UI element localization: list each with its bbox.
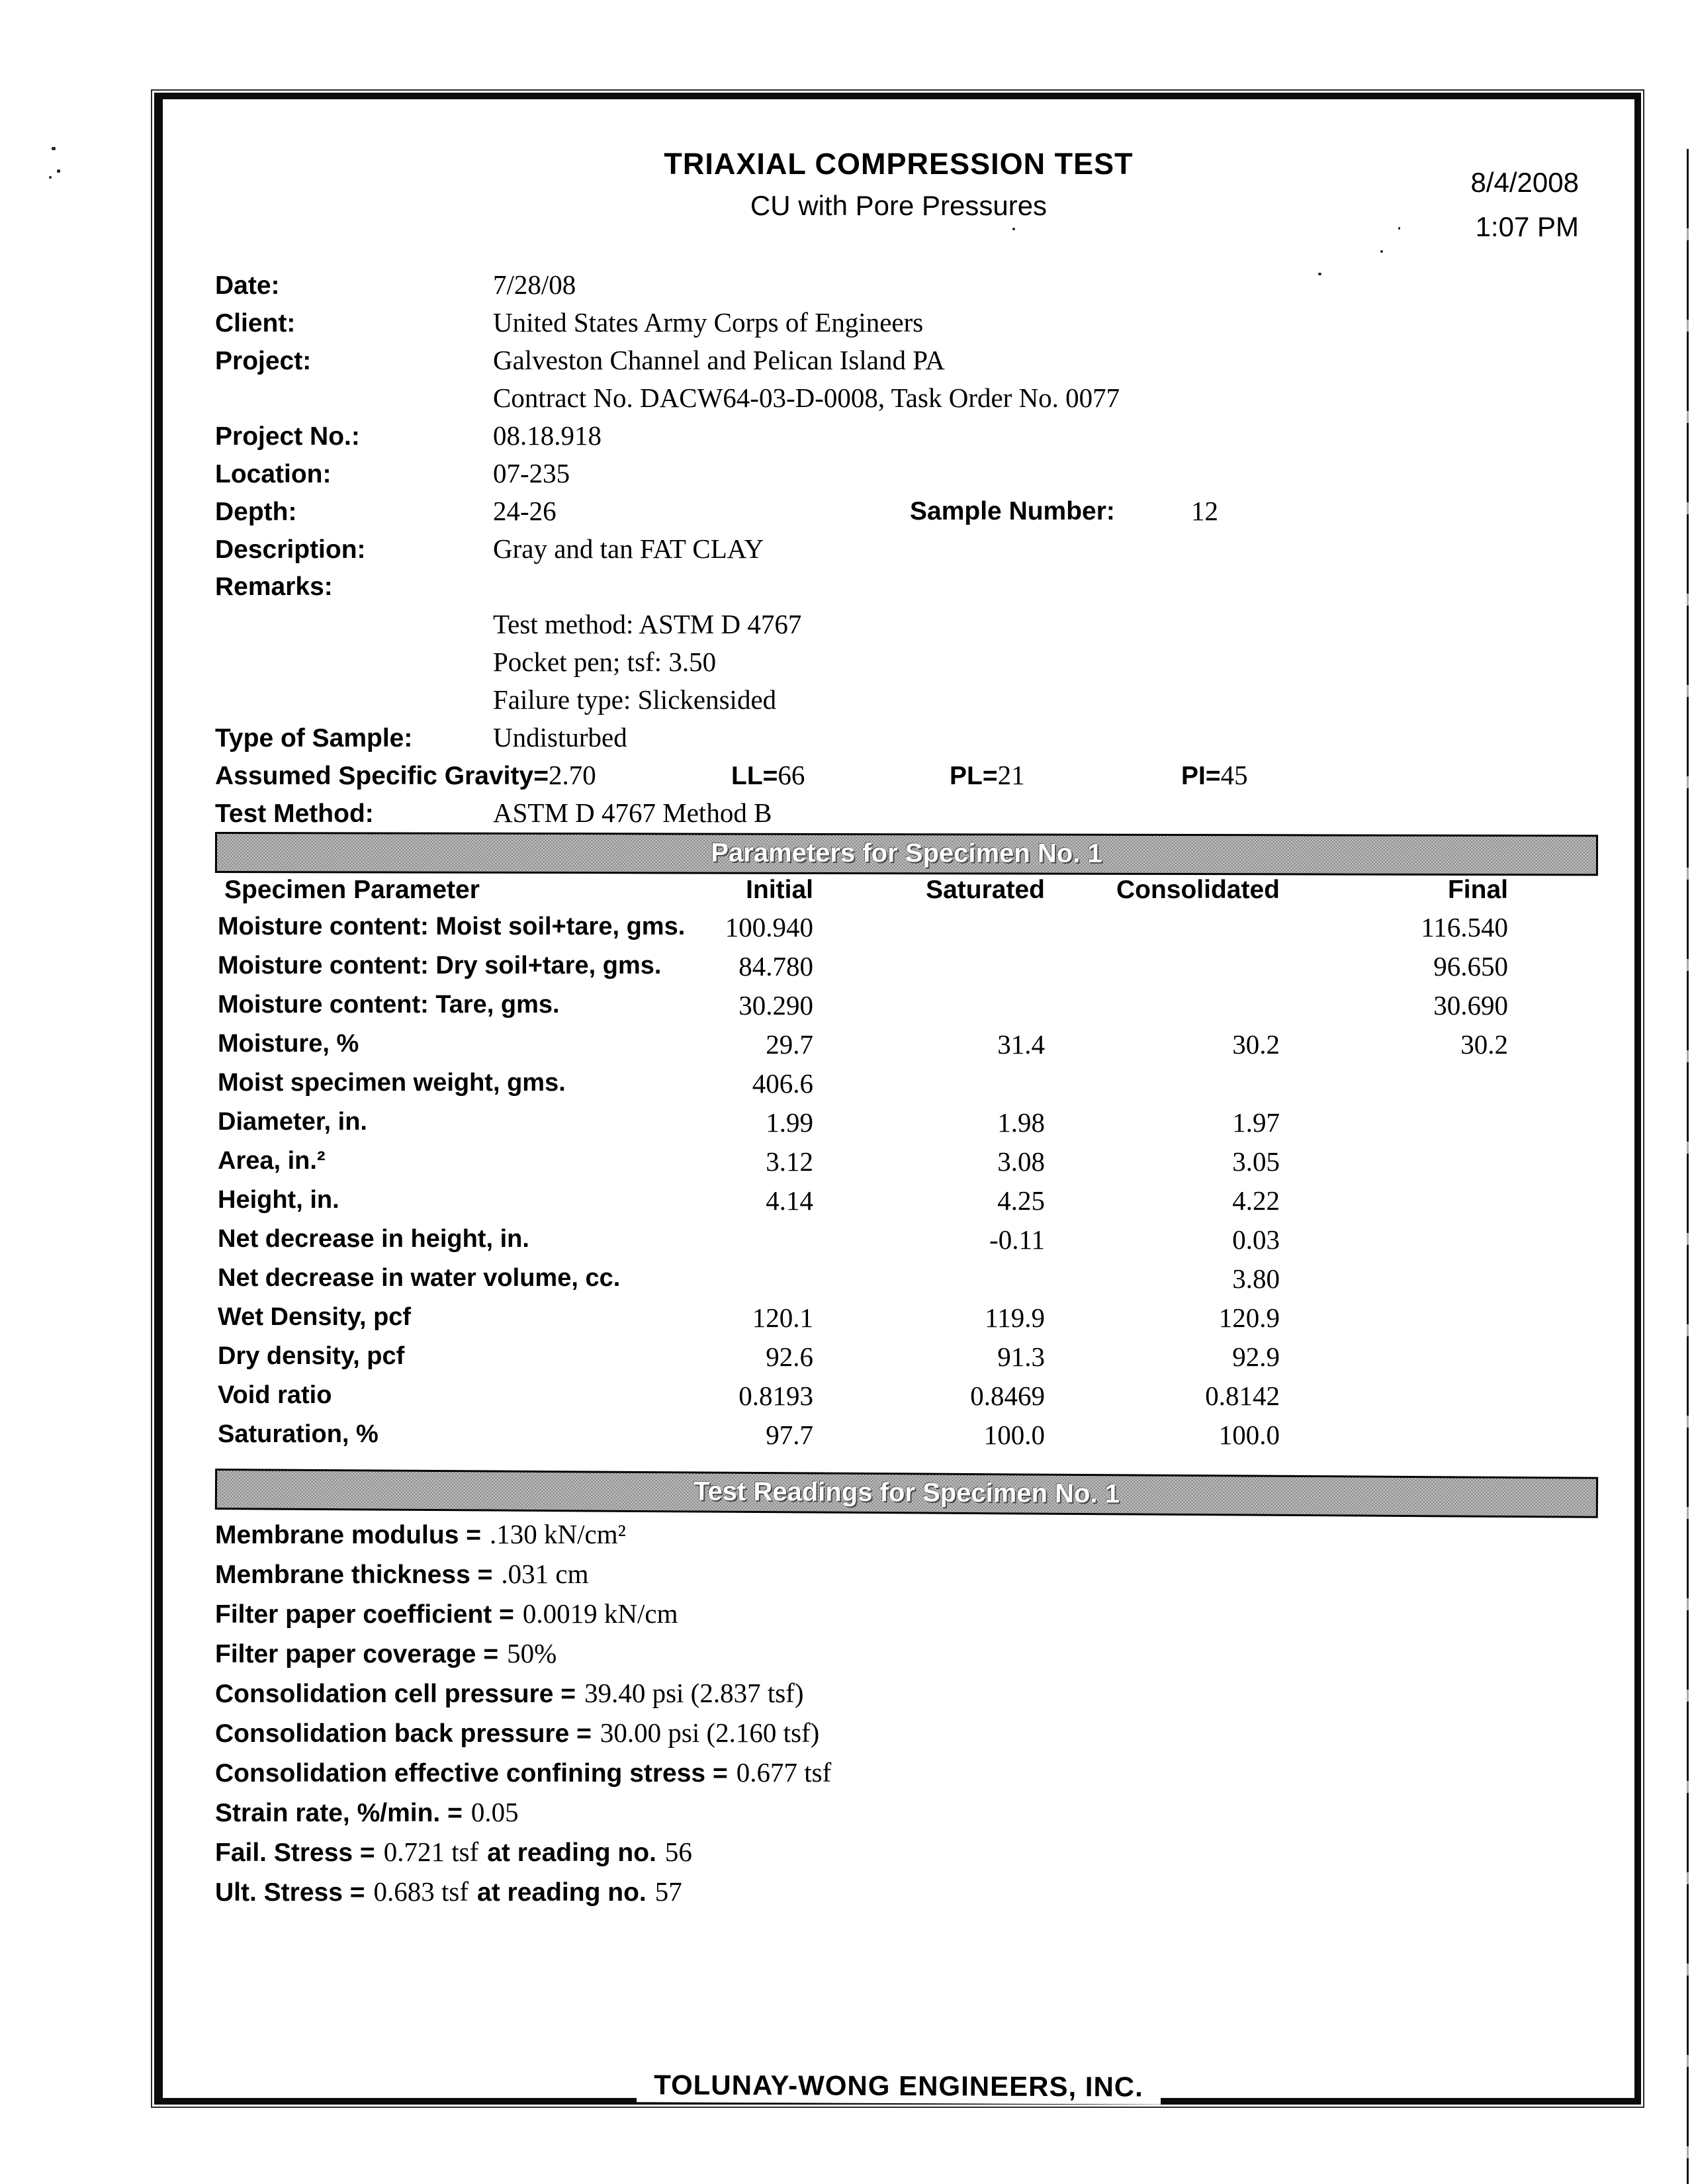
dust-speck: [49, 176, 52, 179]
info-label: Date:: [215, 271, 280, 300]
consolidated-value: 100.0: [1218, 1419, 1280, 1450]
sample-number-pair: [910, 492, 1115, 530]
final-value: [1284, 1064, 1512, 1103]
table-row: [215, 946, 1512, 985]
scan-edge-artifact: [1687, 149, 1689, 2184]
parameter-name: Moisture, %: [218, 1030, 359, 1058]
info-row-project-contract: [215, 379, 1634, 417]
final-value: [1284, 1142, 1512, 1181]
info-label: Project:: [215, 347, 312, 375]
column-header-parameter: Specimen Parameter: [224, 876, 480, 904]
parameter-name: Net decrease in water volume, cc.: [218, 1264, 621, 1292]
reading-line: [215, 1674, 1634, 1713]
table-body: [215, 907, 1512, 1454]
initial-value: 4.14: [766, 1185, 813, 1216]
saturated-value: 4.25: [997, 1185, 1045, 1216]
print-datetime: [1471, 160, 1580, 249]
table-row: [215, 1181, 1512, 1220]
reading-label-2: at reading no.: [477, 1878, 646, 1907]
consolidated-value: [1049, 907, 1284, 946]
info-value: Undisturbed: [493, 722, 627, 752]
reading-label-2: at reading no.: [487, 1839, 656, 1867]
info-row-atterberg: [215, 756, 1634, 794]
section-banner-parameters: [215, 832, 1598, 876]
info-value: 2.70: [548, 760, 596, 790]
initial-value: 120.1: [752, 1302, 813, 1333]
consolidated-value: [1049, 985, 1284, 1024]
info-label: Location:: [215, 460, 332, 488]
info-row-project: [215, 341, 1634, 379]
initial-value: 1.99: [766, 1107, 813, 1138]
reading-value: 0.683 tsf: [373, 1876, 469, 1907]
info-label: Project No.:: [215, 422, 360, 451]
table-row: [215, 1298, 1512, 1337]
reading-value: .130 kN/cm²: [490, 1519, 626, 1549]
saturated-value: 0.8469: [970, 1380, 1045, 1411]
info-row-test-method-note: [215, 606, 1634, 643]
initial-value: [678, 1259, 817, 1298]
consolidated-value: 0.8142: [1205, 1380, 1280, 1411]
parameter-name: Wet Density, pcf: [218, 1303, 412, 1331]
table-row: [215, 1064, 1512, 1103]
info-value: ASTM D 4767 Method B: [493, 797, 772, 828]
table-row: [215, 1103, 1512, 1142]
sample-number-value: 12: [1191, 496, 1218, 526]
info-label: Sample Number:: [910, 497, 1115, 525]
document-title: TRIAXIAL COMPRESSION TEST: [664, 147, 1134, 181]
reading-label: Membrane thickness =: [215, 1561, 493, 1589]
reading-value: 0.0019 kN/cm: [522, 1598, 678, 1629]
consolidated-value: 92.9: [1232, 1341, 1280, 1372]
info-label: Client:: [215, 309, 296, 338]
initial-value: 3.12: [766, 1146, 813, 1177]
consolidated-value: 3.05: [1232, 1146, 1280, 1177]
saturated-value: 1.98: [997, 1107, 1045, 1138]
table-row: [215, 1220, 1512, 1259]
initial-value: 30.290: [738, 989, 813, 1021]
saturated-value: 31.4: [997, 1028, 1045, 1060]
info-row-pocket-pen: [215, 643, 1634, 681]
reading-value: 0.721 tsf: [383, 1837, 479, 1867]
info-row-failure-type: [215, 681, 1634, 719]
info-row-depth: [215, 492, 1634, 530]
info-value: Pocket pen; tsf: 3.50: [493, 647, 717, 677]
reading-line: [215, 1515, 1634, 1555]
reading-label: Fail. Stress =: [215, 1839, 375, 1867]
reading-value: .031 cm: [501, 1559, 589, 1589]
final-value: [1284, 1103, 1512, 1142]
consolidated-value: [1049, 946, 1284, 985]
reading-line: [215, 1793, 1634, 1833]
info-row-location: [215, 455, 1634, 492]
reading-label: Membrane modulus =: [215, 1521, 481, 1549]
ll-pair: [731, 756, 805, 795]
info-row-test-method: [215, 794, 1634, 832]
final-value: [1284, 1220, 1512, 1259]
info-row-client: [215, 304, 1634, 341]
consolidated-value: 0.03: [1232, 1224, 1280, 1255]
initial-value: 84.780: [738, 950, 813, 981]
initial-value: 100.940: [725, 911, 813, 942]
saturated-value: 100.0: [983, 1419, 1045, 1450]
pi-pair: [1181, 756, 1248, 795]
reading-value: 0.05: [470, 1797, 519, 1827]
info-label: Depth:: [215, 498, 297, 526]
info-value: 66: [778, 760, 805, 790]
parameter-name: Moisture content: Moist soil+tare, gms.: [218, 913, 686, 940]
consolidated-value: 30.2: [1232, 1028, 1280, 1060]
final-value: [1284, 1376, 1512, 1415]
parameter-name: Saturation, %: [218, 1420, 379, 1448]
initial-value: 0.8193: [738, 1380, 813, 1411]
reading-label: Consolidation effective confining stress =: [215, 1759, 728, 1788]
info-row-type-of-sample: [215, 719, 1634, 756]
info-value: Galveston Channel and Pelican Island PA: [493, 345, 945, 375]
table-row: [215, 985, 1512, 1024]
sample-info-section: [215, 266, 1634, 832]
info-row-date: [215, 266, 1634, 304]
final-value: [1284, 1298, 1512, 1337]
company-footer: TOLUNAY-WONG ENGINEERS, INC.: [637, 2068, 1161, 2104]
final-value: [1284, 1259, 1512, 1298]
info-label: Remarks:: [215, 572, 333, 601]
saturated-value: [817, 985, 1049, 1024]
info-value: Test method: ASTM D 4767: [493, 609, 802, 639]
reading-label: Strain rate, %/min. =: [215, 1799, 463, 1827]
initial-value: 406.6: [752, 1068, 813, 1099]
info-value: 08.18.918: [493, 420, 602, 451]
info-label: PL=: [950, 762, 998, 790]
parameter-name: Moisture content: Dry soil+tare, gms.: [218, 952, 662, 979]
reading-line: [215, 1594, 1634, 1634]
reading-line: [215, 1753, 1634, 1793]
info-value: 45: [1220, 760, 1248, 790]
reading-line: [215, 1872, 1634, 1912]
initial-value: 29.7: [766, 1028, 813, 1060]
saturated-value: [817, 946, 1049, 985]
info-value: 07-235: [493, 458, 570, 488]
reading-value-2: 56: [664, 1837, 692, 1867]
saturated-value: [817, 1064, 1049, 1103]
reading-label: Filter paper coefficient =: [215, 1600, 514, 1629]
info-label: LL=: [731, 762, 778, 790]
parameter-name: Void ratio: [218, 1381, 332, 1409]
info-row-remarks: [215, 568, 1634, 606]
title-block: [163, 148, 1634, 221]
reading-value: 39.40 psi (2.837 tsf): [584, 1678, 804, 1708]
info-label: Type of Sample:: [215, 724, 413, 752]
document-frame: [154, 93, 1641, 2105]
table-row: [215, 1259, 1512, 1298]
info-value: Contract No. DACW64-03-D-0008, Task Order No. 0077: [493, 383, 1120, 413]
column-header-consolidated: Consolidated: [1116, 876, 1280, 904]
print-time: 1:07 PM: [1475, 211, 1579, 242]
reading-label: Ult. Stress =: [215, 1878, 365, 1907]
section-banner-test-readings: [215, 1469, 1598, 1518]
dust-speck: [57, 169, 60, 173]
info-label: Assumed Specific Gravity=: [215, 762, 549, 790]
info-row-description: [215, 530, 1634, 568]
section-title: Test Readings for Specimen No. 1: [693, 1477, 1120, 1509]
initial-value: [678, 1220, 817, 1259]
info-label: Test Method:: [215, 799, 374, 828]
final-value: 30.2: [1460, 1028, 1508, 1060]
column-header-initial: Initial: [746, 876, 813, 904]
column-header-saturated: Saturated: [926, 876, 1045, 904]
reading-value: 50%: [507, 1638, 557, 1668]
parameter-name: Moist specimen weight, gms.: [218, 1069, 566, 1097]
reading-value-2: 57: [654, 1876, 682, 1907]
parameter-name: Area, in.²: [218, 1147, 326, 1175]
final-value: [1284, 1181, 1512, 1220]
reading-line: [215, 1713, 1634, 1753]
info-row-project-no: [215, 417, 1634, 455]
reading-label: Consolidation cell pressure =: [215, 1680, 576, 1708]
parameter-name: Height, in.: [218, 1186, 339, 1214]
saturated-value: 91.3: [997, 1341, 1045, 1372]
info-value: 21: [997, 760, 1025, 790]
info-label: PI=: [1181, 762, 1221, 790]
saturated-value: -0.11: [989, 1224, 1045, 1255]
column-header-final: Final: [1447, 876, 1508, 904]
table-row: [215, 1337, 1512, 1376]
info-value: 24-26: [493, 496, 557, 526]
saturated-value: 3.08: [997, 1146, 1045, 1177]
table-row: [215, 1024, 1512, 1064]
saturated-value: [817, 1259, 1049, 1298]
parameter-name: Net decrease in height, in.: [218, 1225, 529, 1253]
reading-label: Filter paper coverage =: [215, 1640, 499, 1668]
test-readings-section: [215, 1515, 1634, 1912]
consolidated-value: 1.97: [1232, 1107, 1280, 1138]
consolidated-value: [1049, 1064, 1284, 1103]
final-value: [1284, 1337, 1512, 1376]
final-value: [1284, 1415, 1512, 1454]
specimen-parameters-table: [215, 873, 1512, 1454]
section-title: Parameters for Specimen No. 1: [711, 838, 1102, 868]
consolidated-value: 4.22: [1232, 1185, 1280, 1216]
initial-value: 97.7: [766, 1419, 813, 1450]
table-header: [215, 873, 1512, 907]
parameter-name: Dry density, pcf: [218, 1342, 405, 1370]
consolidated-value: 3.80: [1232, 1263, 1280, 1294]
info-value: United States Army Corps of Engineers: [493, 307, 924, 338]
reading-line: [215, 1634, 1634, 1674]
document-subtitle: CU with Pore Pressures: [750, 190, 1048, 221]
info-label: Description:: [215, 535, 366, 564]
final-value: 30.690: [1433, 989, 1508, 1021]
parameter-name: Diameter, in.: [218, 1108, 367, 1136]
dust-speck: [52, 147, 56, 150]
info-value: 7/28/08: [493, 269, 576, 300]
reading-value: 30.00 psi (2.160 tsf): [600, 1717, 820, 1748]
print-date: 8/4/2008: [1470, 167, 1579, 198]
initial-value: 92.6: [766, 1341, 813, 1372]
reading-label: Consolidation back pressure =: [215, 1719, 592, 1748]
saturated-value: [817, 907, 1049, 946]
final-value: 96.650: [1433, 950, 1508, 981]
table-row: [215, 907, 1512, 946]
parameter-name: Moisture content: Tare, gms.: [218, 991, 560, 1019]
table-row: [215, 1415, 1512, 1454]
reading-line: [215, 1833, 1634, 1872]
final-value: 116.540: [1421, 911, 1508, 942]
info-value: Gray and tan FAT CLAY: [493, 533, 764, 564]
saturated-value: 119.9: [985, 1302, 1045, 1333]
pl-pair: [950, 756, 1025, 795]
table-header-row: [215, 873, 1512, 907]
table-row: [215, 1142, 1512, 1181]
table-row: [215, 1376, 1512, 1415]
reading-line: [215, 1555, 1634, 1594]
consolidated-value: 120.9: [1218, 1302, 1280, 1333]
reading-value: 0.677 tsf: [736, 1757, 832, 1788]
info-value: Failure type: Slickensided: [493, 684, 777, 715]
